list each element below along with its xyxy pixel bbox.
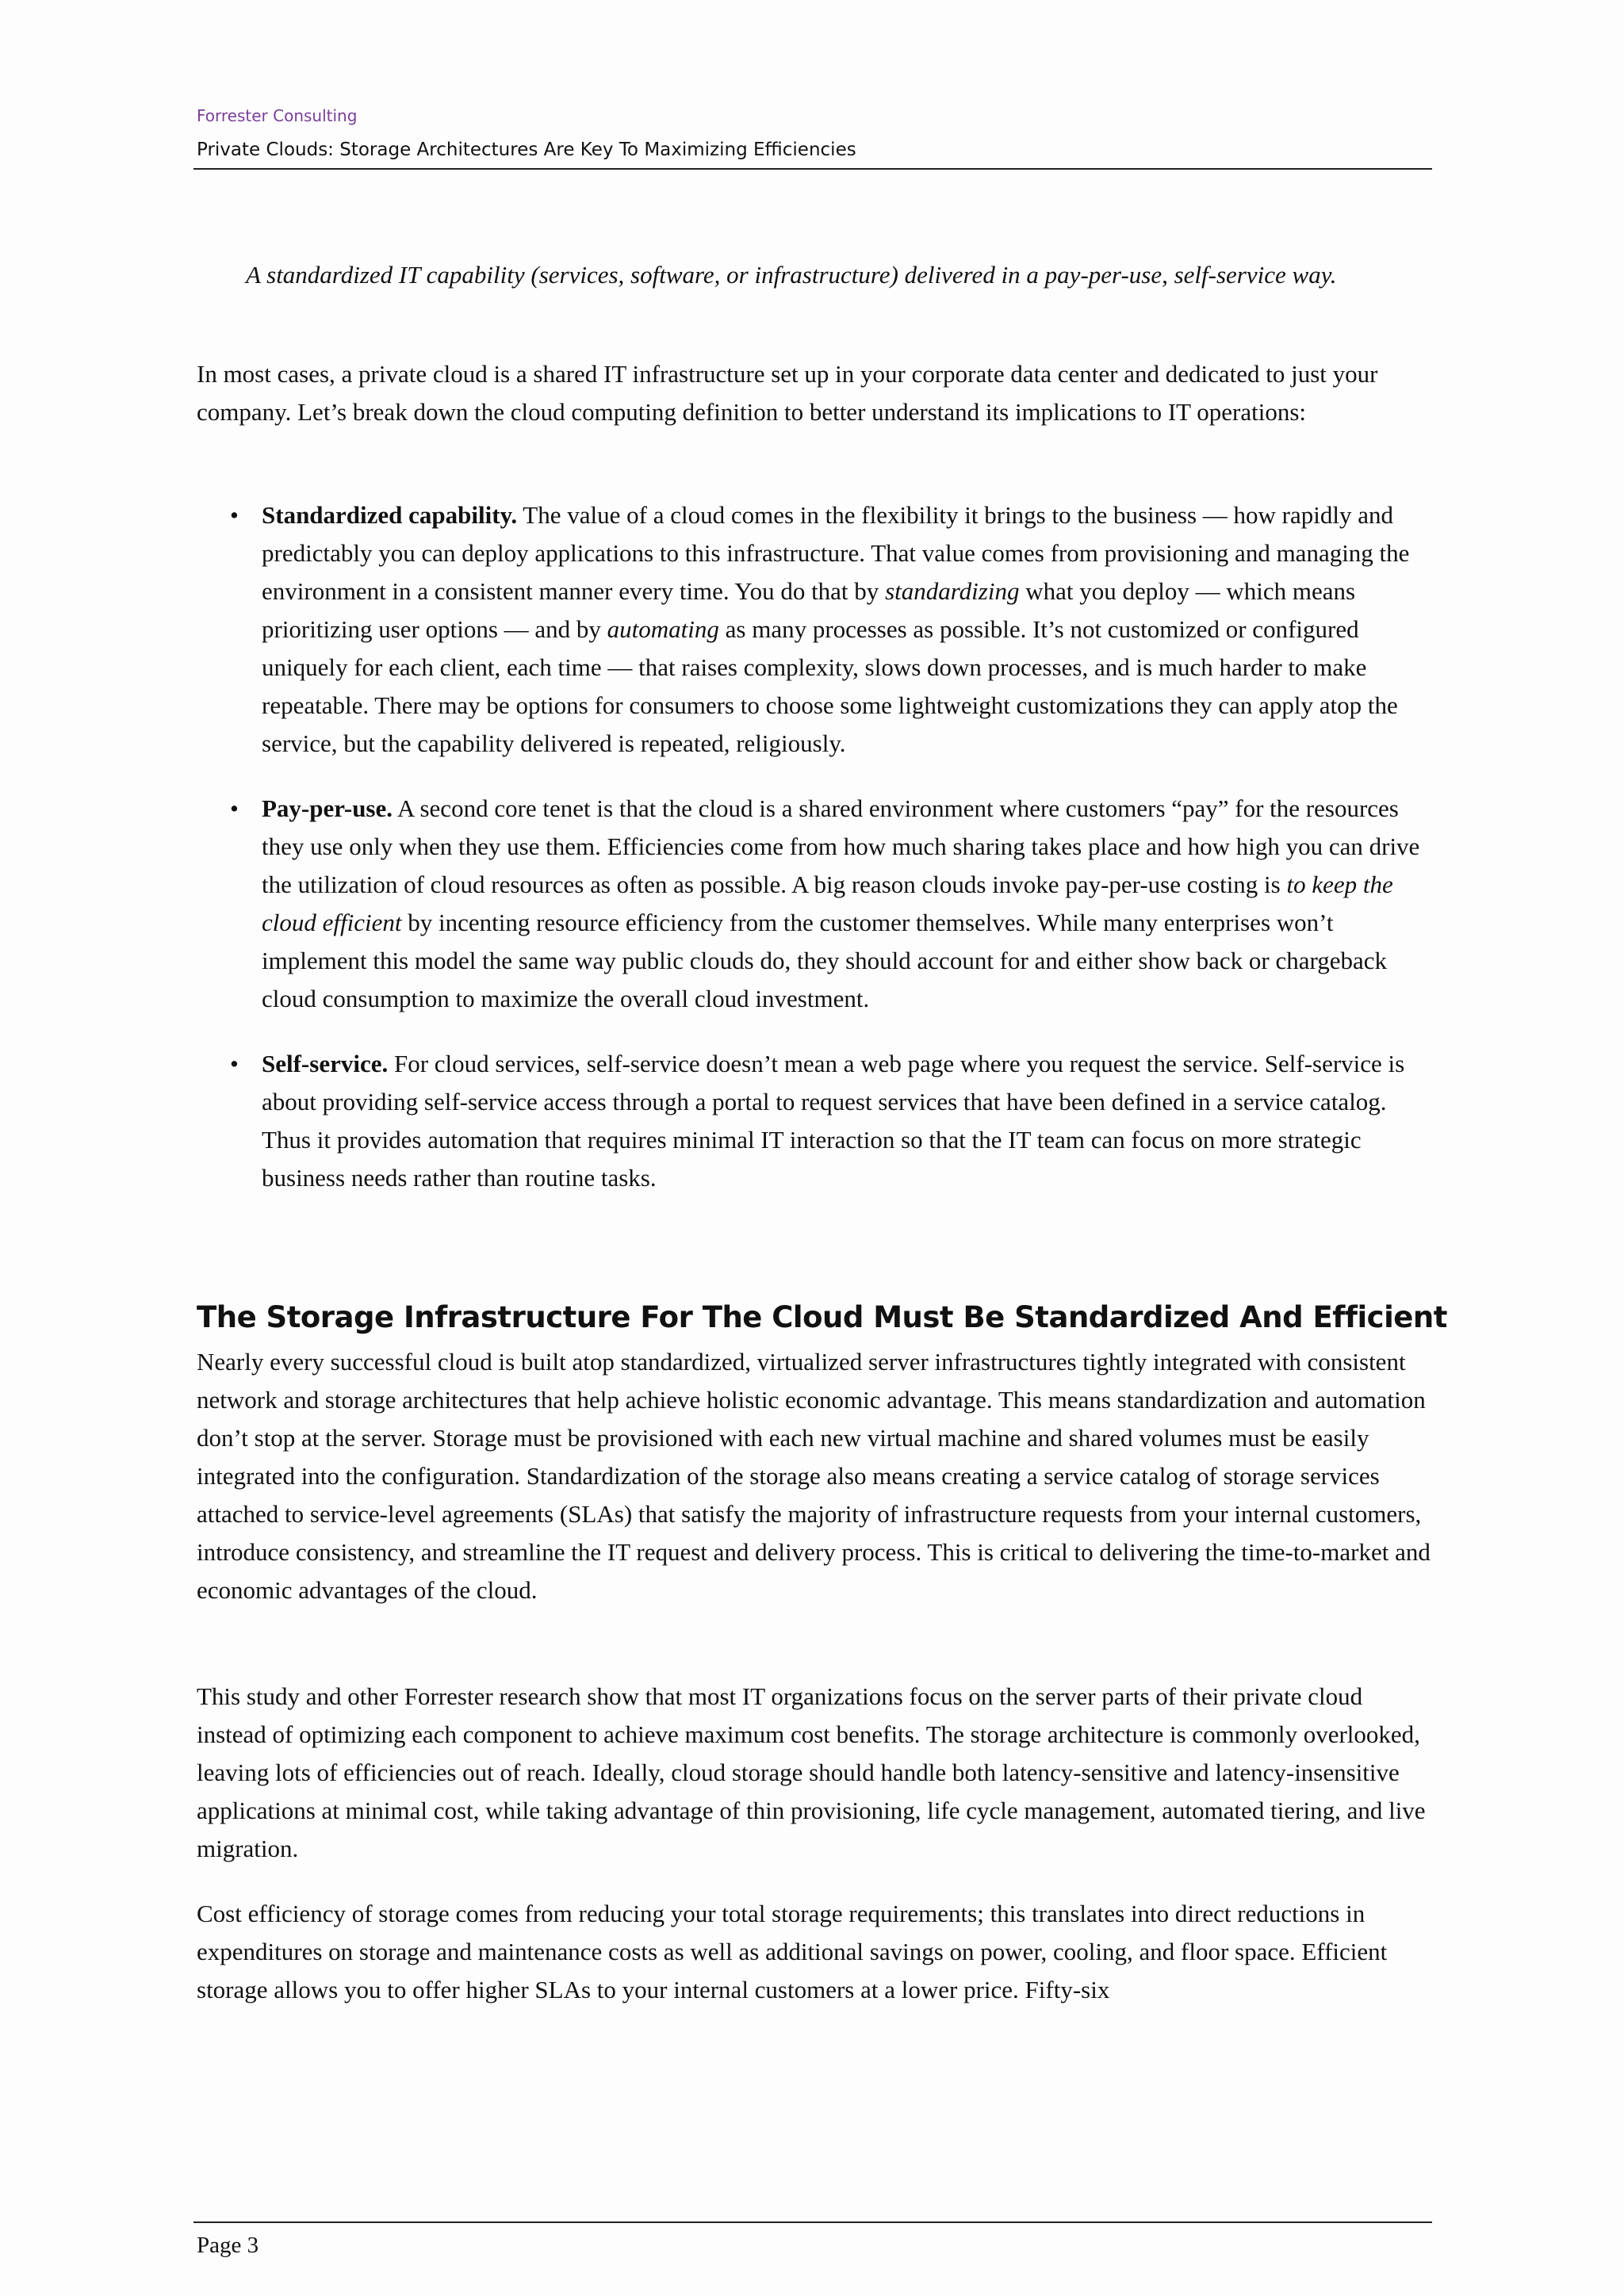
section-paragraph-1: Nearly every successful cloud is built atop standardized, virtualized server infrastructures tightly integrated with consistent network and storage architectures that help achieve holistic economic advantage. This means standardization and automation don’t stop at the server. Storage must be provisioned with each new virtual machine and shared volumes must be easily integrated into the configuration. Standardization of the storage also means creating a service catalog of storage services attached to service-level agreements (SLAs) that satisfy the majority of infrastructure requests from your internal customers, introduce consistency, and streamline the IT request and delivery process. This is critical to delivering the time-to-market and economic advantages of the cloud. <box>197 1348 1431 1604</box>
section-paragraph-3: Cost efficiency of storage comes from reducing your total storage requirements; this translates into direct reductions in expenditures on storage and maintenance costs as well as additional savings on power, cooling, and floor space. Efficient storage allows you to offer higher SLAs to your internal customers at a lower price. Fifty-six <box>197 1900 1388 2003</box>
bullet-dot-icon: • <box>230 794 239 822</box>
bullet-text: what you deploy — which means prioritizing user options — and by <box>262 577 1356 643</box>
bullet-dot-icon: • <box>230 1050 239 1077</box>
intro-paragraph: In most cases, a private cloud is a shared IT infrastructure set up in your corporate data center and dedicated to just your company. Let’s break down the cloud computing definition to better understand its implications to IT operations: <box>197 360 1378 426</box>
definition-quote: A standardized IT capability (services, software, or infrastructure) delivered in a pay-per-use, self-service way. <box>246 261 1337 289</box>
bullet-emphasis: standardizing <box>885 577 1020 605</box>
header-title: Private Clouds: Storage Architectures Are Key To Maximizing Efficiencies <box>197 140 856 160</box>
section-heading: The Storage Infrastructure For The Cloud Must Be Standardized And Efficient <box>197 1300 1447 1334</box>
bullet-text: as many processes as possible. It’s not customized or configured uniquely for each client, each time — that raises complexity, slows down processes, and is much harder to make repeatable. There may be options for consumers to choose some lightweight customizations they can apply atop the service, but the capability delivered is repeated, religiously. <box>262 615 1398 757</box>
bullet-item-self-service <box>197 1045 1435 1197</box>
footer-divider <box>193 2221 1432 2223</box>
bullet-emphasis: to keep the cloud efficient <box>262 871 1393 936</box>
bullet-item-standardized-capability <box>197 496 1435 763</box>
section-paragraph-2: This study and other Forrester research show that most IT organizations focus on the server parts of their private cloud instead of optimizing each component to achieve maximum cost benefits. The storage architecture is commonly overlooked, leaving lots of efficiencies out of reach. Ideally, cloud storage should handle both latency-sensitive and latency-insensitive applications at minimal cost, while taking advantage of thin provisioning, life cycle management, automated tiering, and live migration. <box>197 1682 1426 1862</box>
bullet-text: A second core tenet is that the cloud is a shared environment where customers “pay” for the resources they use only when they use them. Efficiencies come from how much sharing takes place and how high you can drive the utilization of cloud resources as often as possible. A big reason clouds invoke pay-per-use costing is <box>262 794 1420 898</box>
bullet-term: Standardized capability. <box>262 501 518 529</box>
header-brand: Forrester Consulting <box>197 106 358 125</box>
bullet-text: For cloud services, self-service doesn’t mean a web page where you request the service. Self-service is about providing self-service access through a portal to request services that have been defined in a service catalog. Thus it provides automation that requires minimal IT interaction so that the IT team can focus on more strategic business needs rather than routine tasks. <box>262 1050 1405 1192</box>
bullet-item-pay-per-use <box>197 790 1435 1018</box>
bullet-text: The value of a cloud comes in the flexibility it brings to the business — how rapidly and predictably you can deploy applications to this infrastructure. That value comes from provisioning and managing the environment in a consistent manner every time. You do that by <box>262 501 1410 605</box>
bullet-text: by incenting resource efficiency from the customer themselves. While many enterprises won’t implement this model the same way public clouds do, they should account for and either show back or chargeback cloud consumption to maximize the overall cloud investment. <box>262 909 1388 1012</box>
header-divider <box>193 168 1432 170</box>
bullet-term: Pay-per-use. <box>262 794 393 822</box>
bullet-list <box>197 496 1435 1224</box>
page-number: Page 3 <box>197 2233 259 2258</box>
bullet-emphasis: automating <box>607 615 719 643</box>
bullet-dot-icon: • <box>230 501 239 529</box>
bullet-term: Self-service. <box>262 1050 389 1077</box>
